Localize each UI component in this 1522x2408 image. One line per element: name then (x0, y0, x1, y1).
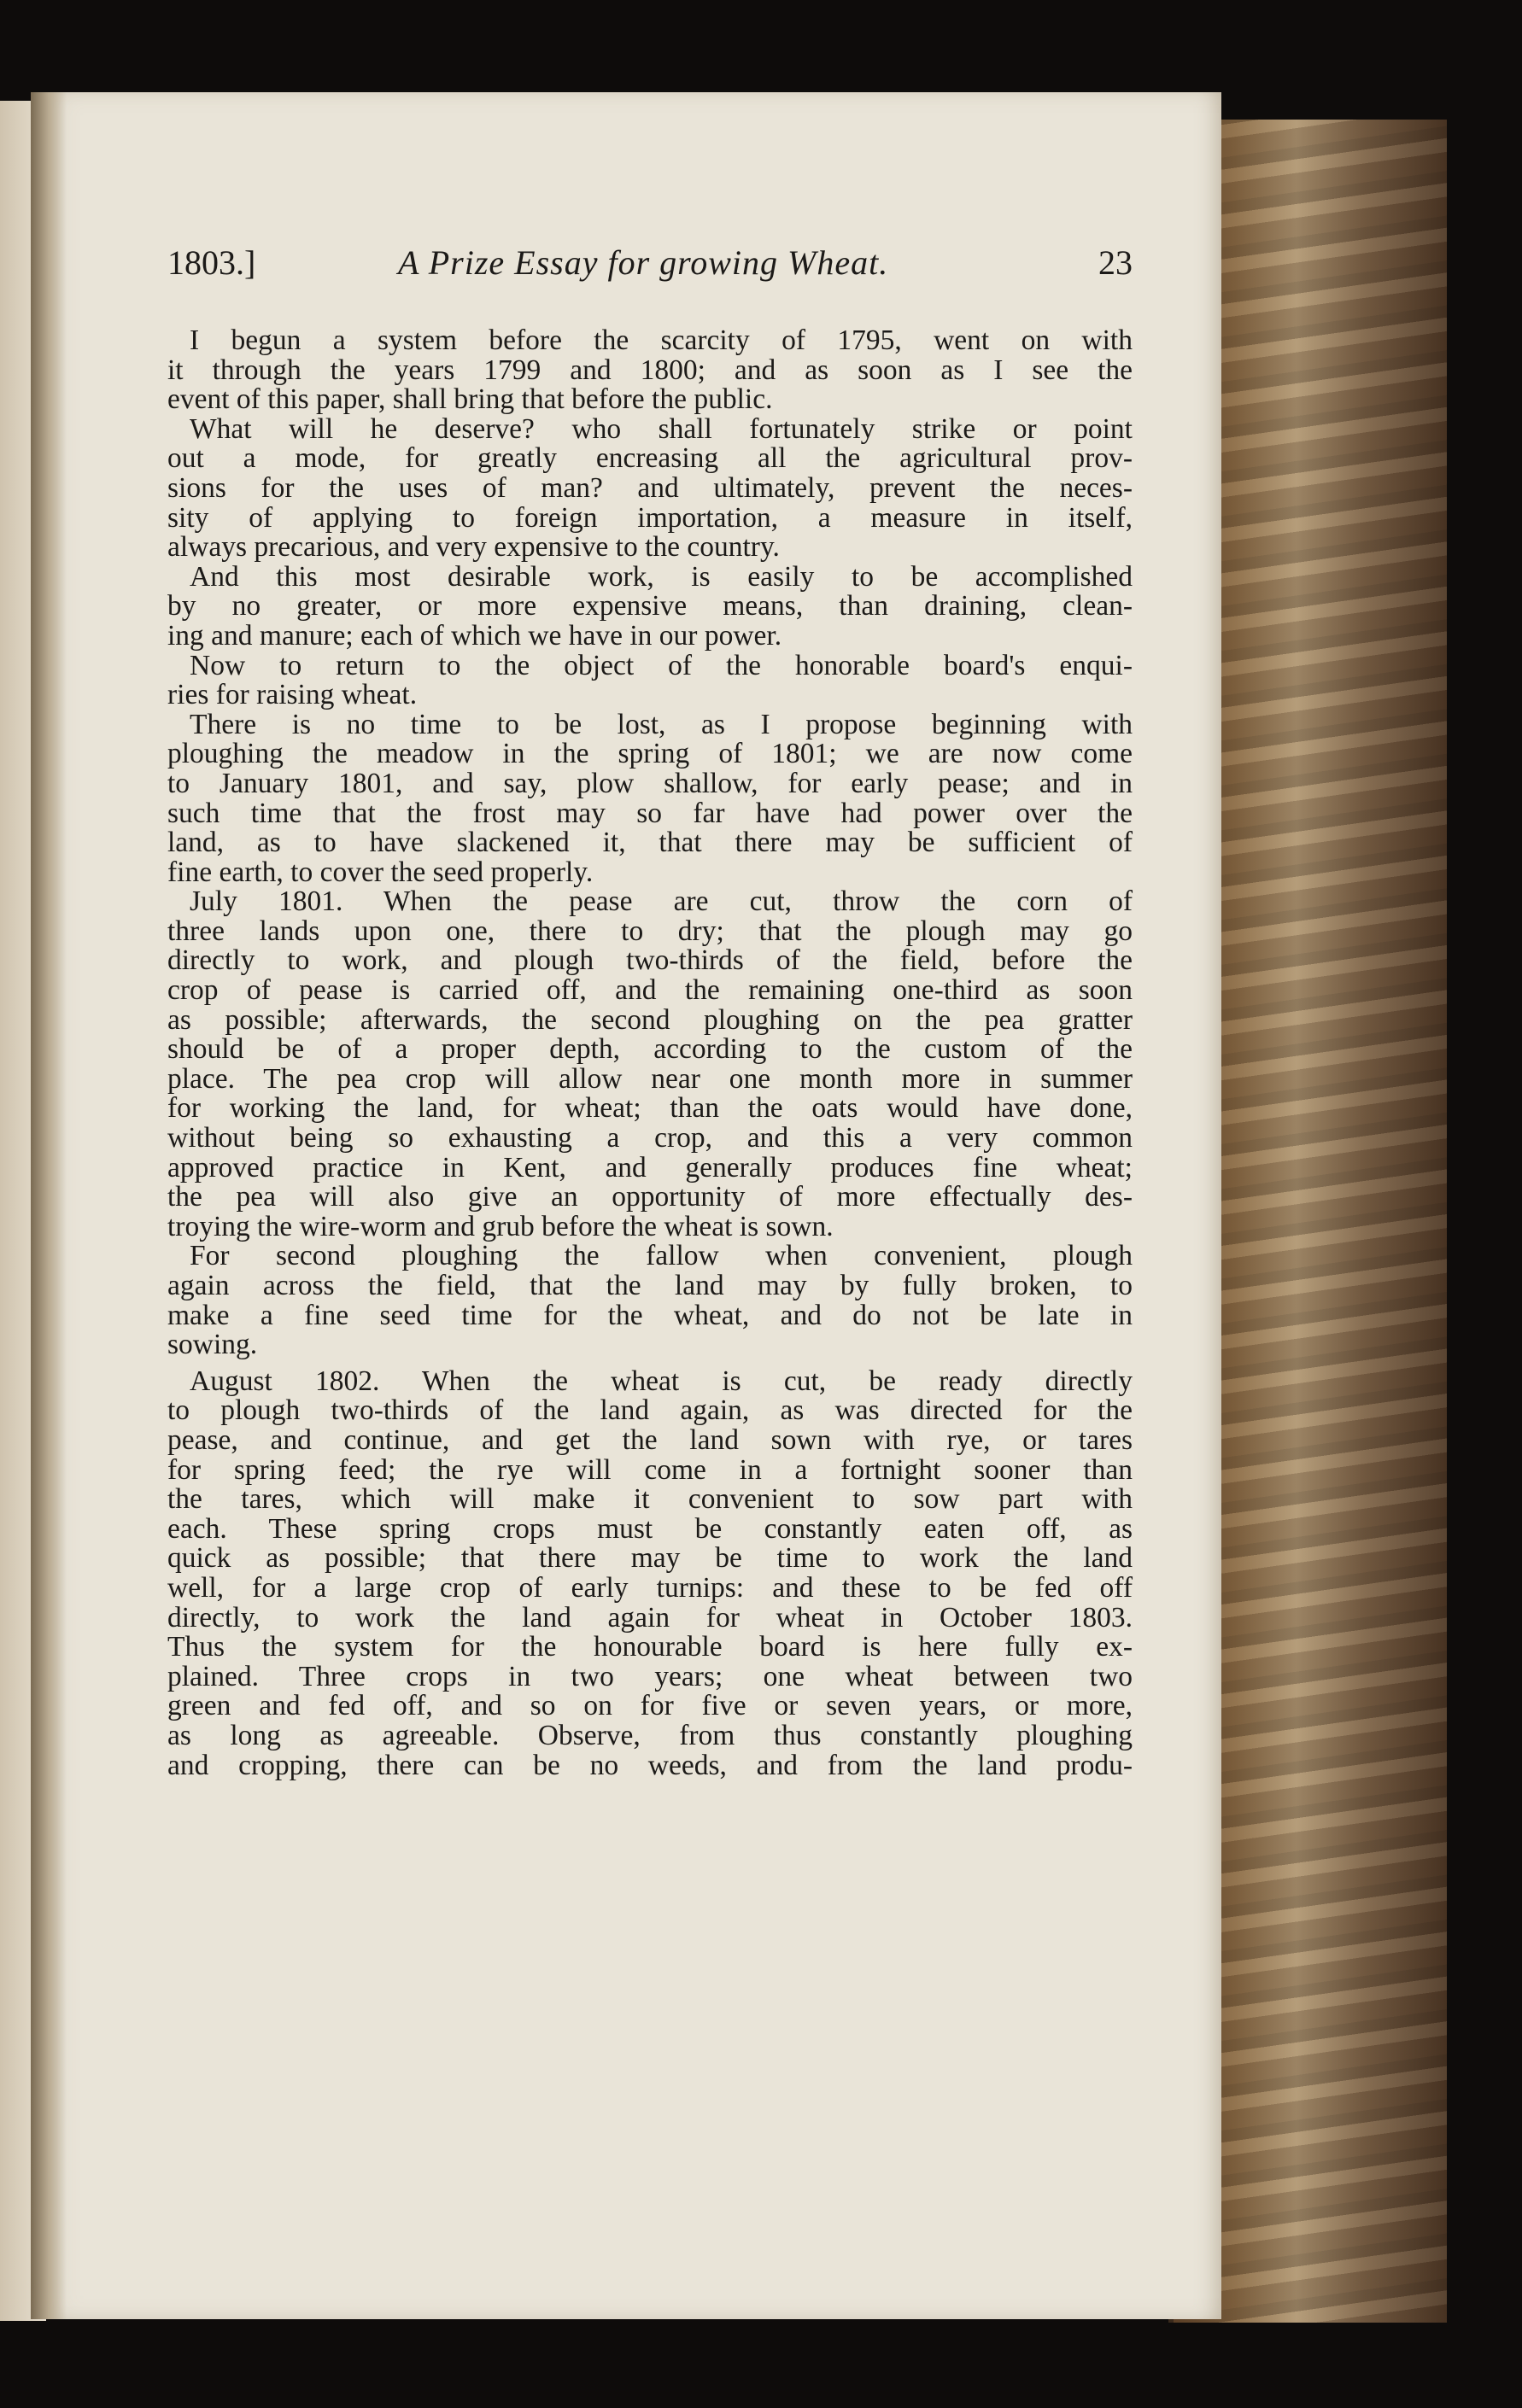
text-line: fine earth, to cover the seed properly. (167, 856, 594, 888)
text-line: again across the field, that the land may by fully broken, to (167, 1270, 1133, 1301)
text-line: should be of a proper depth, according to the custom of the (167, 1033, 1133, 1066)
text-line: to January 1801, and say, plow shallow, for early pease; and in (167, 767, 1133, 799)
text-line: What will he deserve? who shall fortunately strike or point (190, 412, 1133, 445)
text-line: it through the years 1799 and 1800; and as soon as I see the (167, 354, 1133, 386)
text-line: without being so exhausting a crop, and this a very common (167, 1122, 1133, 1154)
text-line: by no greater, or more expensive means, than draining, clean- (167, 590, 1133, 622)
page-body (167, 326, 1133, 1780)
text-line: the pea will also give an opportunity of more effectually des- (167, 1181, 1133, 1213)
text-line: the tares, which will make it convenient to sow part with (167, 1483, 1133, 1516)
text-line: as long as agreeable. Observe, from thus constantly ploughing (167, 1719, 1133, 1751)
running-header (167, 243, 1133, 294)
text-line: land, as to have slackened it, that there may be sufficient of (167, 827, 1133, 859)
text-line: directly to work, and plough two-thirds of the field, before the (167, 944, 1133, 977)
text-line: make a fine seed time for the wheat, and do not be late in (167, 1299, 1133, 1331)
text-line: out a mode, for greatly encreasing all the agricultural prov- (167, 442, 1133, 475)
text-line: for working the land, for wheat; than the oats would have done, (167, 1092, 1133, 1125)
text-line: ries for raising wheat. (167, 679, 418, 711)
text-line: always precarious, and very expensive to the country. (167, 531, 780, 564)
text-line: For second ploughing the fallow when convenient, plough (190, 1240, 1133, 1272)
text-line: July 1801. When the pease are cut, throw the corn of (190, 885, 1133, 918)
text-line: green and fed off, and so on for five or seven years, or more, (167, 1690, 1133, 1722)
text-line: ing and manure; each of which we have in our power. (167, 619, 782, 652)
text-line: sowing. (167, 1329, 258, 1361)
page-number: 23 (1098, 243, 1133, 282)
text-line: to plough two-thirds of the land again, as was directed for the (167, 1394, 1133, 1427)
text-line: directly, to work the land again for wheat in October 1803. (167, 1601, 1133, 1634)
text-line: quick as possible; that there may be time to work the land (167, 1542, 1133, 1575)
text-line: August 1802. When the wheat is cut, be ready directly (190, 1365, 1133, 1397)
text-line: ploughing the meadow in the spring of 1801; we are now come (167, 738, 1133, 770)
header-year: 1803.] (167, 243, 256, 282)
text-line: each. These spring crops must be constantly eaten off, as (167, 1512, 1133, 1545)
page-gutter (31, 92, 67, 2319)
text-line: Now to return to the object of the honorable board's enqui- (190, 649, 1133, 681)
text-line: plained. Three crops in two years; one wheat between two (167, 1660, 1133, 1692)
text-line: approved practice in Kent, and generally produces fine wheat; (167, 1151, 1133, 1184)
text-line: I begun a system before the scarcity of 1795, went on with (190, 324, 1133, 356)
text-line: as possible; afterwards, the second ploughing on the pea gratter (167, 1003, 1133, 1036)
text-line: and cropping, there can be no weeds, and from the land produ- (167, 1749, 1133, 1781)
text-line: sity of applying to foreign importation, a measure in itself, (167, 501, 1133, 534)
text-line: troying the wire-worm and grub before the wheat is sown. (167, 1210, 834, 1242)
text-line: event of this paper, shall bring that before the public. (167, 383, 773, 416)
header-title: A Prize Essay for growing Wheat. (398, 243, 889, 282)
text-line: sions for the uses of man? and ultimately, prevent the neces- (167, 471, 1133, 504)
text-line: Thus the system for the honourable board is here fully ex- (167, 1631, 1133, 1663)
text-line: for spring feed; the rye will come in a fortnight sooner than (167, 1453, 1133, 1486)
text-line: such time that the frost may so far have had power over the (167, 797, 1133, 829)
text-line: There is no time to be lost, as I propose beginning with (190, 708, 1133, 740)
text-line: pease, and continue, and get the land sown with rye, or tares (167, 1423, 1133, 1456)
text-line: three lands upon one, there to dry; that the plough may go (167, 915, 1133, 947)
text-line: place. The pea crop will allow near one month more in summer (167, 1062, 1133, 1095)
text-line: And this most desirable work, is easily to be accomplished (190, 560, 1133, 593)
text-line: crop of pease is carried off, and the remaining one-third as soon (167, 974, 1133, 1007)
text-line: well, for a large crop of early turnips: and these to be fed off (167, 1571, 1133, 1604)
